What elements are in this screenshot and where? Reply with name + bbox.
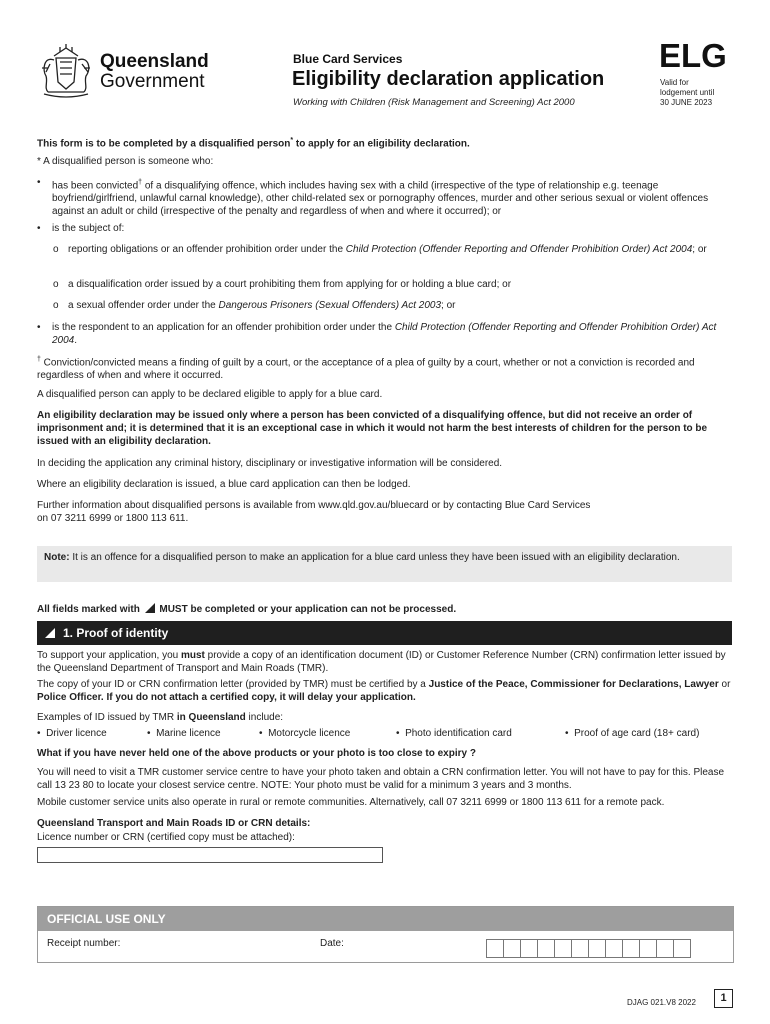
id-option: • Motorcycle licence bbox=[259, 728, 351, 739]
date-digit-box[interactable] bbox=[520, 939, 538, 958]
logo-line-1: Queensland bbox=[100, 51, 209, 72]
intro-paragraph-3: In deciding the application any criminal history, disciplinary or investigative information will be considered. bbox=[37, 458, 503, 469]
page-number: 1 bbox=[714, 989, 733, 1008]
bullet-marker: • bbox=[37, 223, 41, 234]
date-digit-box[interactable] bbox=[639, 939, 657, 958]
sub-bullet-marker: o bbox=[53, 279, 59, 290]
form-code: ELG bbox=[659, 37, 727, 74]
disqualified-definition: * A disqualified person is someone who: bbox=[37, 156, 214, 167]
date-digit-box[interactable] bbox=[503, 939, 521, 958]
validity-note: Valid for lodgement until 30 JUNE 2023 bbox=[660, 78, 715, 107]
intro-paragraph-1: A disqualified person can apply to be declared eligible to apply for a blue card. bbox=[37, 389, 383, 400]
official-use-header bbox=[38, 907, 733, 931]
date-digit-box[interactable] bbox=[656, 939, 674, 958]
official-use-title: OFFICIAL USE ONLY bbox=[47, 912, 166, 926]
id-option: • Marine licence bbox=[147, 728, 221, 739]
logo-line-2: Government bbox=[100, 71, 205, 92]
definition-bullet-1: has been convicted† of a disqualifying offence, which includes having sex with a child (irrespective of the type of relationship e.g. teenage boyfriend/girlfriend, unlawful carnal knowledge), other child-related sex or pornography offences, murder and other serious sexual or violent offences against an adult or child (irrespective of the penalty and regardless of when and where it occurred); or bbox=[52, 179, 709, 218]
conviction-definition: † Conviction/convicted means a finding of guilt by a court, or the acceptance of a plea of guilty by a court, whether or not a conviction is recorded and regardless of when and where it occurred. bbox=[37, 356, 695, 382]
section-1-paragraph-2: The copy of your ID or CRN confirmation letter (provided by TMR) must be certified by a Justice of the Peace, Commissioner for Declarations, Lawyer or Police Officer. If you do not attach a certified copy, it will delay your application. bbox=[37, 679, 731, 703]
section-1-paragraph-1: To support your application, you must provide a copy of an identification document (ID) or Customer Reference Number (CRN) confirmation letter issued by the Queensland Department of Transport and Main Roads (TMR). bbox=[37, 650, 726, 674]
intro-paragraph-4: Where an eligibility declaration is issued, a blue card application can then be lodged. bbox=[37, 479, 411, 490]
required-fields-note: All fields marked with MUST be completed or your application can not be processed. bbox=[37, 604, 457, 615]
definition-sub-1: reporting obligations or an offender prohibition order under the Child Protection (Offender Reporting and Offender Prohibition Order) Act 2004; or bbox=[68, 244, 707, 255]
intro-paragraph-2: An eligibility declaration may be issued only where a person has been convicted of a disqualifying offence, but did not receive an order of imprisonment and; it is determined that it is an exceptional case in which it would not harm the best interests of children for the person to be issued with an eligibility declaration. bbox=[37, 410, 708, 447]
bullet-marker: • bbox=[37, 177, 41, 188]
date-label: Date: bbox=[320, 938, 344, 949]
definition-bullet-3: is the respondent to an application for an offender prohibition order under the Child Protection (Offender Reporting and Offender Prohibition Order) Act 2004. bbox=[52, 322, 717, 346]
definition-bullet-2: is the subject of: bbox=[52, 223, 125, 234]
section-1-title: 1. Proof of identity bbox=[63, 626, 169, 640]
section-1-paragraph-3: You will need to visit a TMR customer service centre to have your photo taken and obtain a CRN confirmation letter. You will not have to pay for this. Please call 13 23 80 to locate your closest service centre. NOTE: Your photo must be valid for a minimum 3 years and 3 months. bbox=[37, 767, 725, 791]
date-digit-box[interactable] bbox=[622, 939, 640, 958]
id-option: • Photo identification card bbox=[396, 728, 512, 739]
date-digit-box[interactable] bbox=[673, 939, 691, 958]
id-option: • Proof of age card (18+ card) bbox=[565, 728, 700, 739]
bullet-marker: • bbox=[37, 322, 41, 333]
service-name: Blue Card Services bbox=[293, 52, 403, 66]
id-option: • Driver licence bbox=[37, 728, 107, 739]
intro-paragraph-5: Further information about disqualified persons is available from www.qld.gov.au/bluecard or by contacting Blue Card Services on 07 3211 6999 or 1800 113 611. bbox=[37, 500, 591, 524]
sub-bullet-marker: o bbox=[53, 244, 59, 255]
act-name: Working with Children (Risk Management and Screening) Act 2000 bbox=[293, 97, 575, 108]
queensland-coat-of-arms-icon bbox=[36, 42, 96, 100]
date-digit-box[interactable] bbox=[588, 939, 606, 958]
section-1-header bbox=[37, 621, 732, 645]
licence-number-input[interactable] bbox=[37, 847, 383, 863]
date-digit-box[interactable] bbox=[537, 939, 555, 958]
licence-field-label: Licence number or CRN (certified copy must be attached): bbox=[37, 832, 295, 843]
date-digit-box[interactable] bbox=[605, 939, 623, 958]
required-marker-icon bbox=[45, 628, 55, 638]
intro-lead: This form is to be completed by a disqualified person* to apply for an eligibility declaration. bbox=[37, 137, 470, 150]
form-title: Eligibility declaration application bbox=[292, 68, 605, 90]
definition-sub-2: a disqualification order issued by a court prohibiting them from applying for or holding a blue card; or bbox=[68, 279, 512, 290]
form-version-code: DJAG 021.V8 2022 bbox=[627, 998, 696, 1007]
section-1-paragraph-4: Mobile customer service units also operate in rural or remote communities. Alternatively, call 07 3211 6999 or 1800 113 611 for a remote pack. bbox=[37, 797, 665, 808]
required-marker-icon bbox=[145, 603, 155, 613]
definition-sub-3: a sexual offender order under the Dangerous Prisoners (Sexual Offenders) Act 2003; or bbox=[68, 300, 456, 311]
receipt-number-label: Receipt number: bbox=[47, 938, 121, 949]
date-digit-box[interactable] bbox=[486, 939, 504, 958]
date-digit-box[interactable] bbox=[554, 939, 572, 958]
official-use-box bbox=[37, 906, 734, 963]
id-details-heading: Queensland Transport and Main Roads ID or CRN details: bbox=[37, 818, 311, 829]
note-box bbox=[37, 546, 732, 582]
date-digit-box[interactable] bbox=[571, 939, 589, 958]
note-text: Note: It is an offence for a disqualified person to make an application for a blue card unless they have been issued with an eligibility declaration. bbox=[44, 552, 680, 563]
id-examples-intro: Examples of ID issued by TMR in Queensland include: bbox=[37, 712, 284, 723]
date-boxes bbox=[486, 939, 690, 958]
sub-bullet-marker: o bbox=[53, 300, 59, 311]
expiry-question: What if you have never held one of the above products or your photo is too close to expiry ? bbox=[37, 748, 476, 759]
